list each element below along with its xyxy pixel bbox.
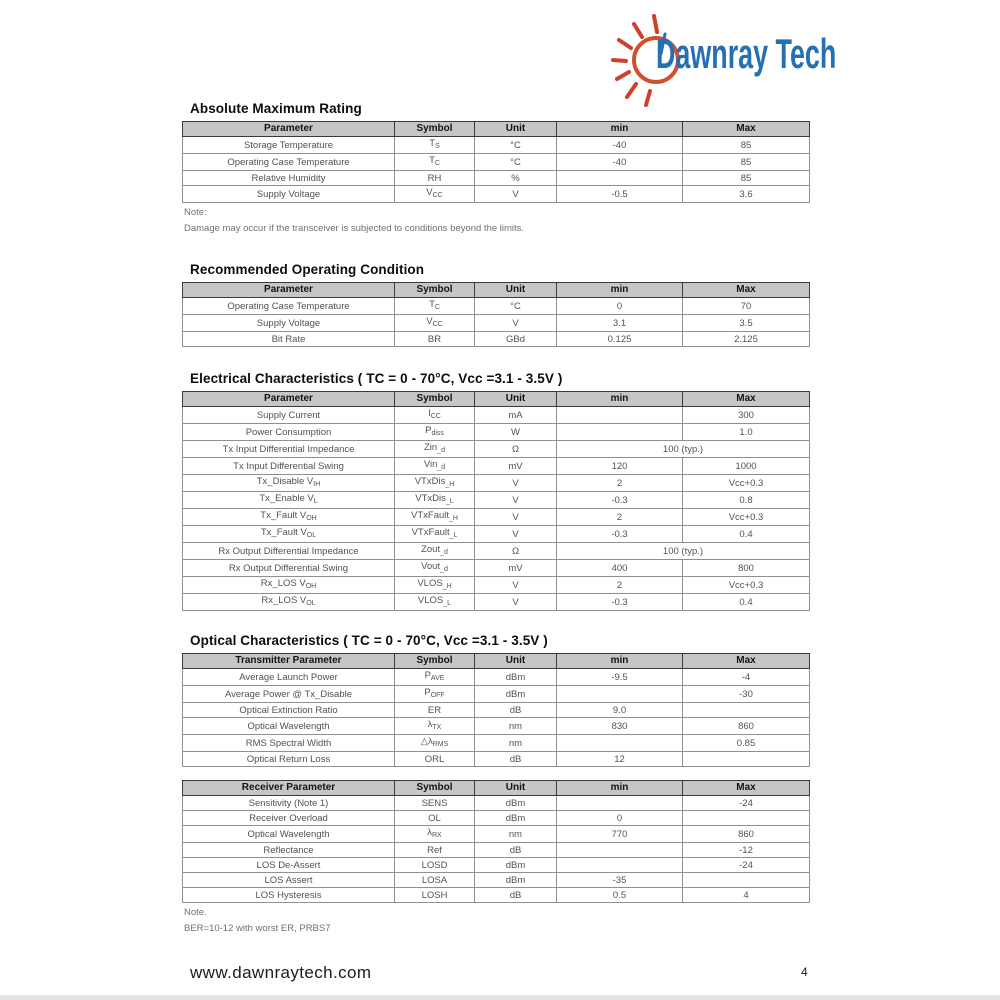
column-header: min (557, 654, 683, 669)
max-cell: -12 (683, 843, 810, 858)
parameter-cell: Average Launch Power (183, 669, 395, 686)
min-cell (557, 171, 683, 186)
min-cell: 2 (557, 577, 683, 594)
absolute-maximum-rating-table (182, 121, 810, 203)
min-cell: 2 (557, 509, 683, 526)
min-cell: 12 (557, 752, 683, 767)
section-title: Recommended Operating Condition (190, 262, 425, 277)
max-cell: 2.125 (683, 332, 810, 347)
symbol-cell: $P_{AVE}$ (395, 669, 475, 686)
parameter-cell: LOS Assert (183, 873, 395, 888)
symbol-cell: Zin$_{\_d}$ (395, 441, 475, 458)
symbol-cell: $P_{diss}$ (395, 424, 475, 441)
symbol-cell: $T_S$ (395, 137, 475, 154)
symbol-cell: SENS (395, 796, 475, 811)
min-cell: 3.1 (557, 315, 683, 332)
symbol-cell: $VLOS_{\_L}$ (395, 594, 475, 611)
unit-cell: Ω (475, 441, 557, 458)
parameter-cell: Reflectance (183, 843, 395, 858)
unit-cell: Ω (475, 543, 557, 560)
table-row (183, 171, 810, 186)
column-header: Unit (475, 654, 557, 669)
header-row (183, 122, 810, 137)
column-header: Symbol (395, 654, 475, 669)
parameter-cell: Rx_LOS $V_{OH}$ (183, 577, 395, 594)
section-title: Electrical Characteristics ( TC = 0 - 70°C, Vcc =3.1 - 3.5V ) (190, 371, 563, 386)
table-row (183, 424, 810, 441)
parameter-cell: Sensitivity (Note 1) (183, 796, 395, 811)
page-number: 4 (801, 965, 808, 979)
column-header: Max (683, 392, 810, 407)
symbol-cell: Vout$_{\_d}$ (395, 560, 475, 577)
table-row (183, 441, 810, 458)
parameter-cell: Tx_Fault $V_{OH}$ (183, 509, 395, 526)
min-cell (557, 407, 683, 424)
column-header: min (557, 781, 683, 796)
min-cell: 120 (557, 458, 683, 475)
section-title: Optical Characteristics ( TC = 0 - 70°C, Vcc =3.1 - 3.5V ) (190, 633, 548, 648)
symbol-cell: LOSA (395, 873, 475, 888)
min-cell: 9.0 (557, 703, 683, 718)
max-cell: 800 (683, 560, 810, 577)
transmitter-parameter-table (182, 653, 810, 767)
table-row (183, 703, 810, 718)
max-cell (683, 703, 810, 718)
symbol-cell: LOSD (395, 858, 475, 873)
max-cell: 85 (683, 171, 810, 186)
min-cell: -0.3 (557, 526, 683, 543)
table-row (183, 526, 810, 543)
column-header: Unit (475, 781, 557, 796)
max-cell: 0.4 (683, 526, 810, 543)
symbol-cell: VTxDis$_{\_H}$ (395, 475, 475, 492)
header-row (183, 781, 810, 796)
column-header: Symbol (395, 781, 475, 796)
symbol-cell: BR (395, 332, 475, 347)
min-cell (557, 796, 683, 811)
unit-cell: dBm (475, 796, 557, 811)
table-row (183, 577, 810, 594)
parameter-cell: Optical Wavelength (183, 718, 395, 735)
parameter-cell: Relative Humidity (183, 171, 395, 186)
section-recommended-operating-condition (182, 262, 811, 347)
header-row (183, 283, 810, 298)
unit-cell: °C (475, 137, 557, 154)
column-header: min (557, 392, 683, 407)
min-cell: 770 (557, 826, 683, 843)
note-label: Note. (184, 907, 207, 918)
bottom-strip (0, 995, 1000, 1000)
table-row (183, 407, 810, 424)
unit-cell: V (475, 475, 557, 492)
parameter-cell: LOS De-Assert (183, 858, 395, 873)
table-row (183, 796, 810, 811)
max-cell: 3.5 (683, 315, 810, 332)
parameter-cell: LOS Hysteresis (183, 888, 395, 903)
parameter-cell: Operating Case Temperature (183, 298, 395, 315)
parameter-cell: Rx Output Differential Impedance (183, 543, 395, 560)
table-row (183, 752, 810, 767)
column-header: Symbol (395, 283, 475, 298)
max-cell (683, 752, 810, 767)
table-row (183, 811, 810, 826)
section-optical-characteristics (182, 633, 811, 767)
note-body: BER=10-12 with worst ER, PRBS7 (184, 923, 331, 934)
symbol-cell: RH (395, 171, 475, 186)
column-header: Parameter (183, 283, 395, 298)
header-row (183, 654, 810, 669)
parameter-cell: Tx Input Differential Impedance (183, 441, 395, 458)
symbol-cell: $T_C$ (395, 154, 475, 171)
symbol-cell: LOSH (395, 888, 475, 903)
symbol-cell: $P_{OFF}$ (395, 686, 475, 703)
table-row (183, 826, 810, 843)
column-header: Symbol (395, 122, 475, 137)
max-cell: -4 (683, 669, 810, 686)
max-cell: Vcc+0.3 (683, 509, 810, 526)
unit-cell: V (475, 186, 557, 203)
max-cell: -30 (683, 686, 810, 703)
min-cell: 2 (557, 475, 683, 492)
parameter-cell: Storage Temperature (183, 137, 395, 154)
parameter-cell: Tx Input Differential Swing (183, 458, 395, 475)
unit-cell: °C (475, 298, 557, 315)
column-header: Unit (475, 392, 557, 407)
parameter-cell: Average Power @ Tx_Disable (183, 686, 395, 703)
unit-cell: V (475, 577, 557, 594)
recommended-operating-condition-table (182, 282, 810, 347)
column-header: Max (683, 781, 810, 796)
unit-cell: dB (475, 703, 557, 718)
unit-cell: dBm (475, 811, 557, 826)
symbol-cell: $\lambda_{TX}$ (395, 718, 475, 735)
max-cell: 70 (683, 298, 810, 315)
max-cell: -24 (683, 796, 810, 811)
symbol-cell: $V_{CC}$ (395, 315, 475, 332)
min-cell: -0.5 (557, 186, 683, 203)
symbol-cell: OL (395, 811, 475, 826)
symbol-cell: VTxFault$_{\_L}$ (395, 526, 475, 543)
table-row (183, 475, 810, 492)
min-cell: -9.5 (557, 669, 683, 686)
unit-cell: nm (475, 826, 557, 843)
column-header: Max (683, 122, 810, 137)
column-header: Max (683, 283, 810, 298)
unit-cell: dB (475, 752, 557, 767)
max-cell: 0.8 (683, 492, 810, 509)
electrical-characteristics-table (182, 391, 810, 611)
table-row (183, 669, 810, 686)
min-cell: -40 (557, 154, 683, 171)
unit-cell: dBm (475, 686, 557, 703)
column-header: Receiver Parameter (183, 781, 395, 796)
unit-cell: nm (475, 718, 557, 735)
min-cell: 400 (557, 560, 683, 577)
column-header: Parameter (183, 122, 395, 137)
symbol-cell: ORL (395, 752, 475, 767)
max-cell: 3.6 (683, 186, 810, 203)
unit-cell: GBd (475, 332, 557, 347)
unit-cell: °C (475, 154, 557, 171)
min-cell: 0.5 (557, 888, 683, 903)
max-cell: Vcc+0.3 (683, 577, 810, 594)
min-cell (557, 424, 683, 441)
max-cell: 860 (683, 826, 810, 843)
logo-text: Dawnray Tech (656, 30, 837, 77)
column-header: min (557, 122, 683, 137)
section-electrical-characteristics (182, 371, 811, 611)
parameter-cell: Rx_LOS $V_{OL}$ (183, 594, 395, 611)
min-cell: -0.3 (557, 492, 683, 509)
note-block (184, 907, 811, 934)
max-cell: 300 (683, 407, 810, 424)
min-cell: -0.3 (557, 594, 683, 611)
symbol-cell: $VLOS_{\_H}$ (395, 577, 475, 594)
unit-cell: V (475, 492, 557, 509)
parameter-cell: Bit Rate (183, 332, 395, 347)
column-header: Parameter (183, 392, 395, 407)
unit-cell: % (475, 171, 557, 186)
min-cell: 0.125 (557, 332, 683, 347)
parameter-cell: Operating Case Temperature (183, 154, 395, 171)
max-cell: 1000 (683, 458, 810, 475)
min-cell (557, 735, 683, 752)
table-row (183, 186, 810, 203)
page-content (182, 101, 811, 934)
table-row (183, 298, 810, 315)
logo (608, 10, 848, 110)
header-row (183, 392, 810, 407)
min-cell (557, 858, 683, 873)
unit-cell: dBm (475, 669, 557, 686)
unit-cell: dB (475, 888, 557, 903)
column-header: min (557, 283, 683, 298)
min-cell (557, 843, 683, 858)
table-row (183, 458, 810, 475)
max-cell: 85 (683, 154, 810, 171)
parameter-cell: Receiver Overload (183, 811, 395, 826)
min-cell: 0 (557, 298, 683, 315)
table-row (183, 686, 810, 703)
table-row (183, 594, 810, 611)
parameter-cell: Tx_Fault $V_{OL}$ (183, 526, 395, 543)
table-row (183, 332, 810, 347)
parameter-cell: Optical Return Loss (183, 752, 395, 767)
max-cell: 0.4 (683, 594, 810, 611)
min-cell: -35 (557, 873, 683, 888)
unit-cell: mA (475, 407, 557, 424)
column-header: Unit (475, 283, 557, 298)
parameter-cell: RMS Spectral Width (183, 735, 395, 752)
max-cell: 85 (683, 137, 810, 154)
footer-website: www.dawnraytech.com (190, 963, 372, 982)
note-block (184, 207, 811, 234)
parameter-cell: Power Consumption (183, 424, 395, 441)
table-row (183, 154, 810, 171)
note-label: Note: (184, 207, 207, 218)
unit-cell: V (475, 526, 557, 543)
unit-cell: mV (475, 458, 557, 475)
receiver-parameter-table (182, 780, 810, 903)
table-row (183, 718, 810, 735)
table-row (183, 843, 810, 858)
unit-cell: nm (475, 735, 557, 752)
parameter-cell: Tx_Enable $V_L$ (183, 492, 395, 509)
section-title: Absolute Maximum Rating (190, 101, 362, 116)
table-row (183, 858, 810, 873)
section-absolute-maximum-rating (182, 101, 811, 234)
parameter-cell: Tx_Disable $V_{IH}$ (183, 475, 395, 492)
max-cell: 0.85 (683, 735, 810, 752)
parameter-cell: Supply Current (183, 407, 395, 424)
parameter-cell: Supply Voltage (183, 186, 395, 203)
parameter-cell: Rx Output Differential Swing (183, 560, 395, 577)
symbol-cell: ER (395, 703, 475, 718)
table-row (183, 492, 810, 509)
max-cell: 4 (683, 888, 810, 903)
section-receiver-parameters (182, 780, 811, 934)
symbol-cell: $T_C$ (395, 298, 475, 315)
table-row (183, 315, 810, 332)
unit-cell: mV (475, 560, 557, 577)
max-cell (683, 811, 810, 826)
max-cell: 1.0 (683, 424, 810, 441)
unit-cell: dBm (475, 873, 557, 888)
min-max-merged-cell: 100 (typ.) (557, 441, 810, 458)
min-cell: 0 (557, 811, 683, 826)
column-header: Symbol (395, 392, 475, 407)
symbol-cell: $\lambda_{RX}$ (395, 826, 475, 843)
column-header: Transmitter Parameter (183, 654, 395, 669)
min-cell: 830 (557, 718, 683, 735)
symbol-cell: Ref (395, 843, 475, 858)
unit-cell: dB (475, 843, 557, 858)
max-cell: -24 (683, 858, 810, 873)
symbol-cell: Zout$_{\_d}$ (395, 543, 475, 560)
table-row (183, 509, 810, 526)
min-cell (557, 686, 683, 703)
max-cell: Vcc+0.3 (683, 475, 810, 492)
table-row (183, 560, 810, 577)
unit-cell: V (475, 594, 557, 611)
table-row (183, 543, 810, 560)
unit-cell: V (475, 315, 557, 332)
parameter-cell: Supply Voltage (183, 315, 395, 332)
symbol-cell: Vin$_{\_d}$ (395, 458, 475, 475)
parameter-cell: Optical Extinction Ratio (183, 703, 395, 718)
table-row (183, 888, 810, 903)
column-header: Unit (475, 122, 557, 137)
unit-cell: V (475, 509, 557, 526)
table-row (183, 873, 810, 888)
unit-cell: W (475, 424, 557, 441)
table-row (183, 735, 810, 752)
note-body: Damage may occur if the transceiver is subjected to conditions beyond the limits. (184, 223, 525, 234)
symbol-cell: $\triangle\lambda_{RMS}$ (395, 735, 475, 752)
column-header: Max (683, 654, 810, 669)
max-cell (683, 873, 810, 888)
symbol-cell: VTxDis$_{\_L}$ (395, 492, 475, 509)
symbol-cell: $I_{CC}$ (395, 407, 475, 424)
table-row (183, 137, 810, 154)
min-cell: -40 (557, 137, 683, 154)
symbol-cell: VTxFault$_{\_H}$ (395, 509, 475, 526)
min-max-merged-cell: 100 (typ.) (557, 543, 810, 560)
symbol-cell: $V_{CC}$ (395, 186, 475, 203)
unit-cell: dBm (475, 858, 557, 873)
max-cell: 860 (683, 718, 810, 735)
parameter-cell: Optical Wavelength (183, 826, 395, 843)
